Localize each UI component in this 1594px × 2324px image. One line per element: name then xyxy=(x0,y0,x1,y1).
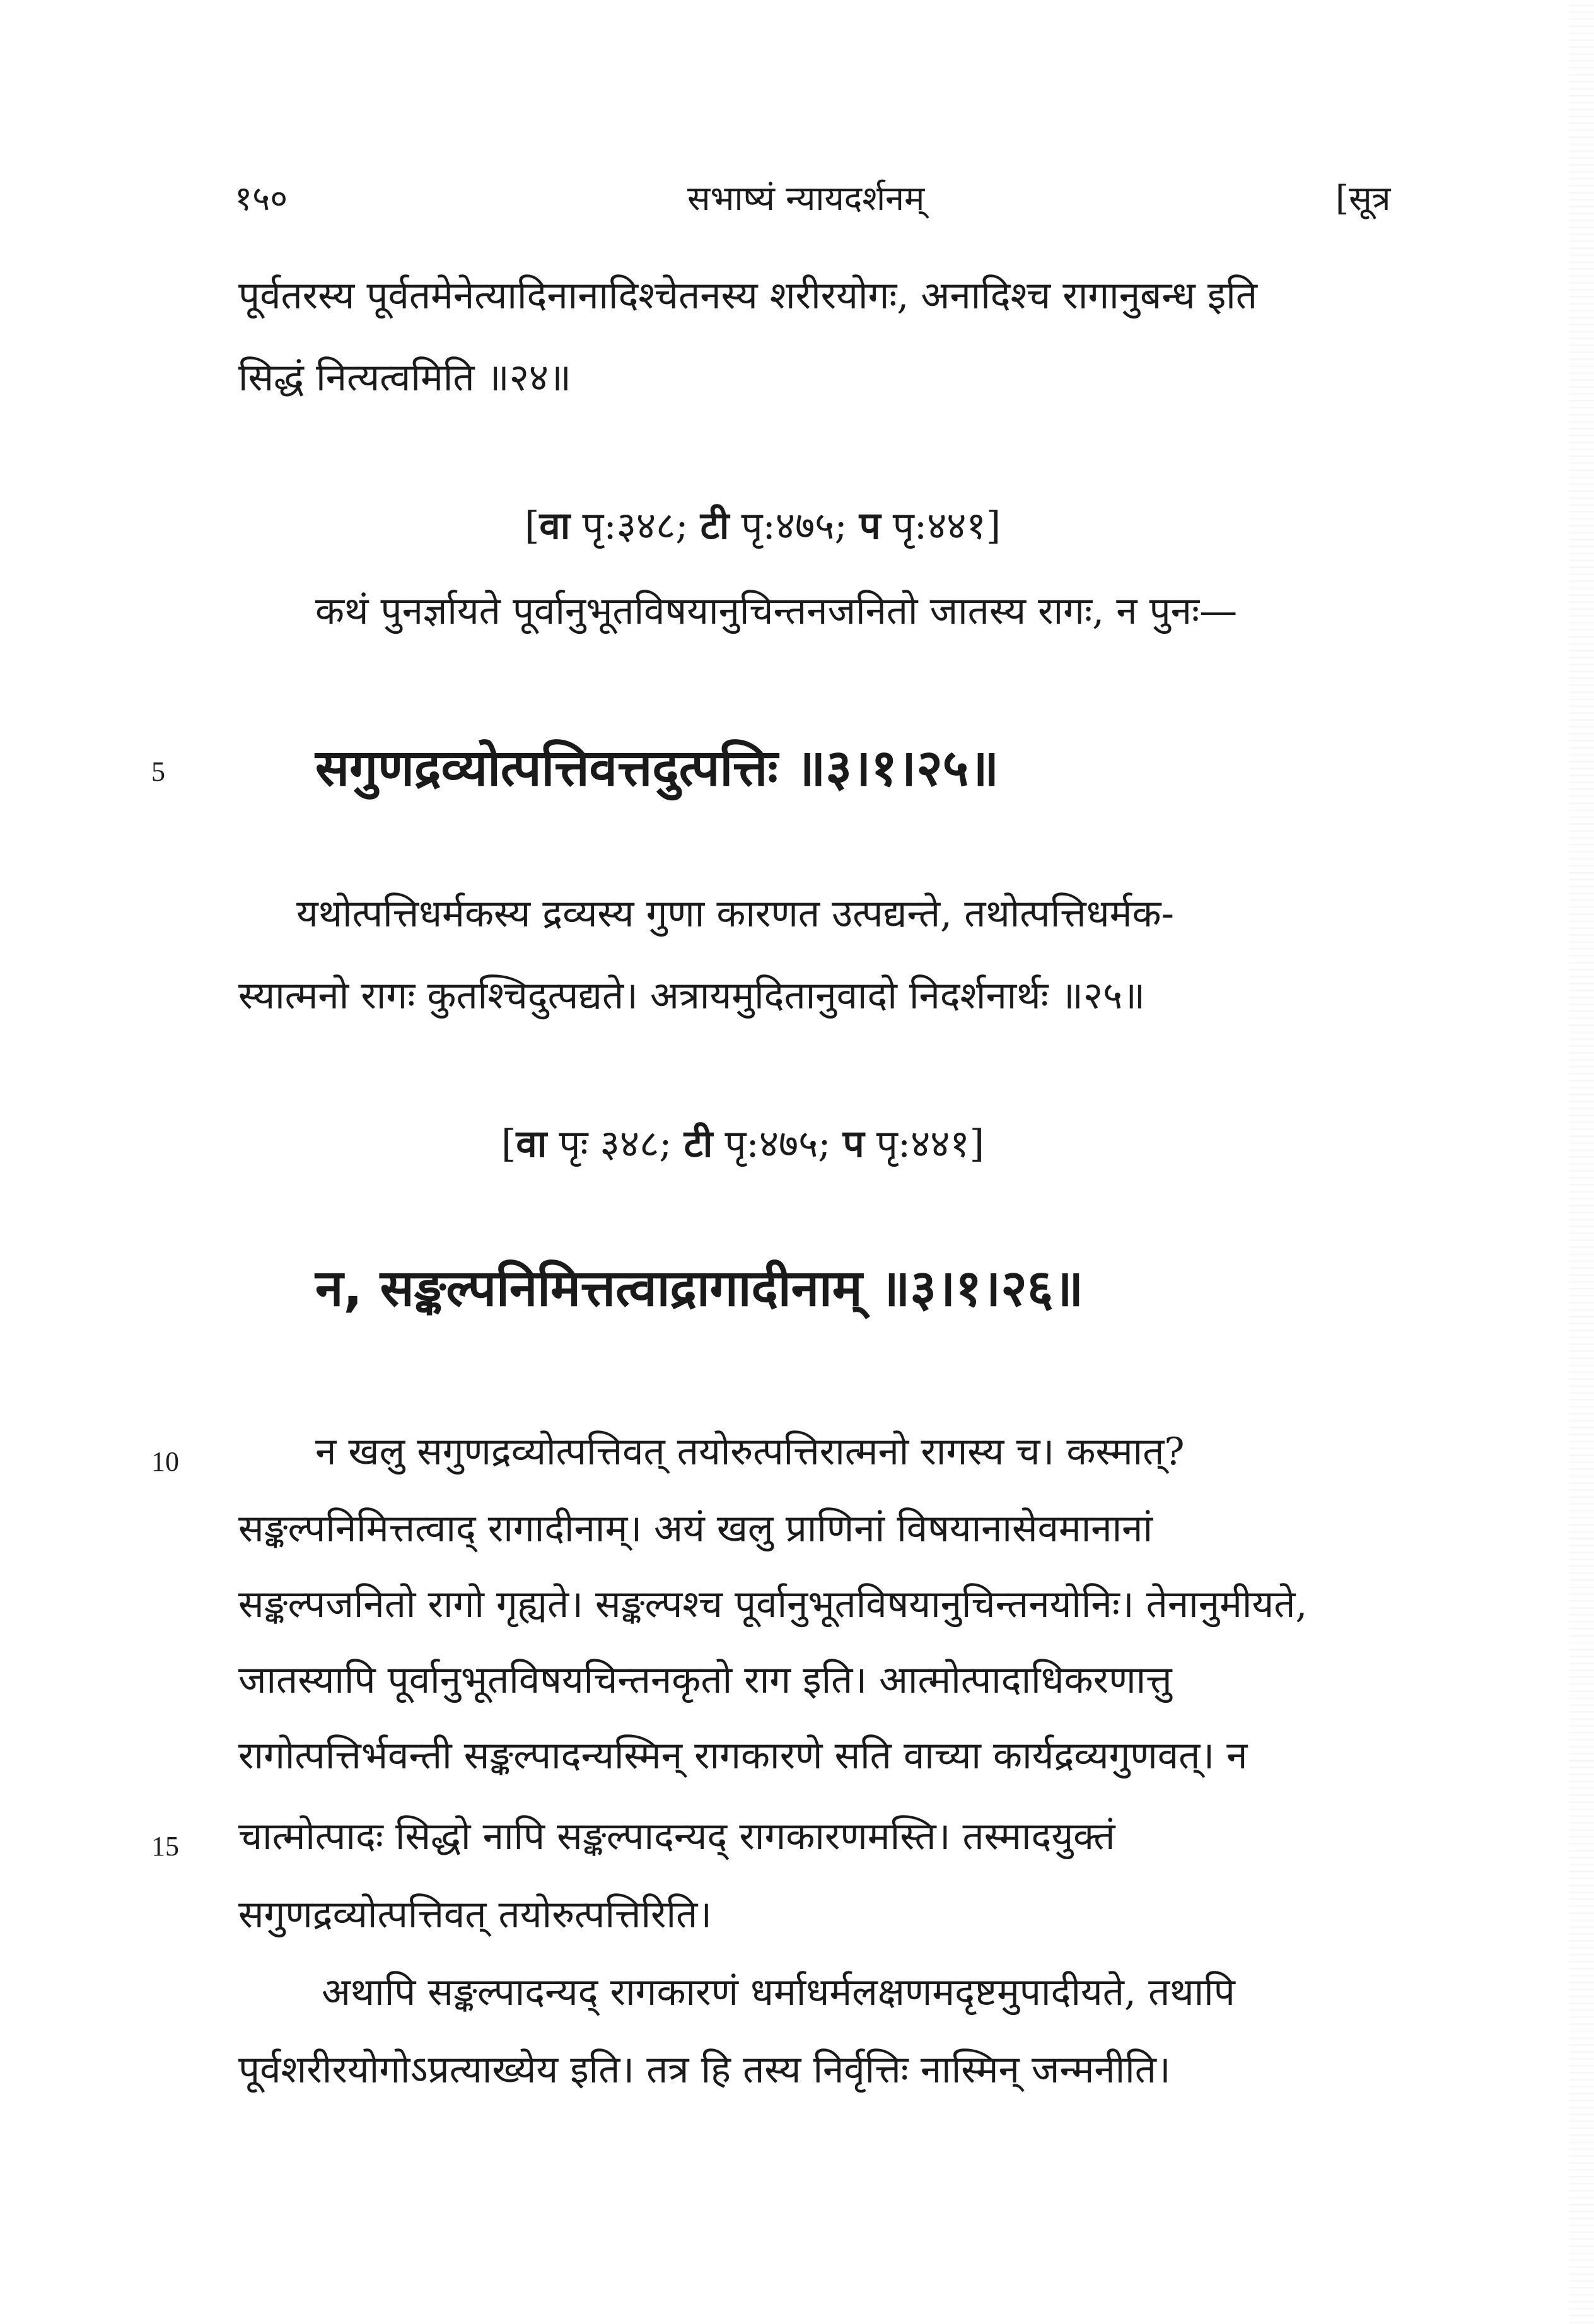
bhashya-line: सगुणद्रव्योत्पत्तिवत् तयोरुत्पत्तिरिति। xyxy=(238,1893,713,1937)
ref-ti: टी xyxy=(700,504,730,548)
line-number-10: 10 xyxy=(151,1446,179,1477)
bhashya-line: जातस्यापि पूर्वानुभूतविषयचिन्तनकृतो राग इति। आत्मोत्पादाधिकरणात्तु xyxy=(238,1658,1172,1702)
paragraph-line: सिद्धं नित्यत्वमिति ॥२४॥ xyxy=(238,356,571,400)
bhashya-line: रागोत्पत्तिर्भवन्ती सङ्कल्पादन्यस्मिन् रागकारणे सति वाच्या कार्यद्रव्यगुणवत्। न xyxy=(238,1734,1248,1778)
bracket-open: [ xyxy=(525,504,540,548)
section-marker: [सूत्र xyxy=(1335,178,1391,218)
scan-edge xyxy=(1569,0,1594,2324)
ref-pa-page: पृ:४४१] xyxy=(864,1122,985,1166)
bhashya-line: यथोत्पत्तिधर्मकस्य द्रव्यस्य गुणा कारणत उत्पद्यन्ते, तथोत्पत्तिधर्मक- xyxy=(296,892,1174,936)
ref-ti-page: पृ:४७५; xyxy=(729,504,859,548)
ref-va: वा xyxy=(539,504,571,548)
intro-question: कथं पुनर्ज्ञायते पूर्वानुभूतविषयानुचिन्तनजनितो जातस्य रागः, न पुनः— xyxy=(315,589,1238,633)
ref-ti-page: पृ:४७५; xyxy=(713,1122,843,1166)
ref-va-page: पृः ३४८; xyxy=(547,1122,684,1166)
paragraph-line: पूर्वशरीरयोगोऽप्रत्याख्येय इति। तत्र हि तस्य निर्वृत्तिः नास्मिन् जन्मनीति। xyxy=(238,2048,1171,2092)
bracket-open: [ xyxy=(501,1122,516,1166)
cross-reference xyxy=(501,1116,984,1168)
cross-reference xyxy=(525,498,1001,550)
bhashya-line: स्यात्मनो रागः कुतश्चिदुत्पद्यते। अत्रायमुदितानुवादो निदर्शनार्थः ॥२५॥ xyxy=(238,974,1146,1018)
ref-va-page: पृ:३४८; xyxy=(570,504,701,548)
line-number-5: 5 xyxy=(151,756,165,787)
sutra-25: सगुणद्रव्योत्पत्तिवत्तदुत्पत्तिः ॥३।१।२५॥ xyxy=(315,739,999,797)
ref-va: वा xyxy=(516,1122,547,1166)
ref-pa: प xyxy=(859,504,881,548)
bhashya-line: चात्मोत्पादः सिद्धो नापि सङ्कल्पादन्यद् रागकारणमस्ति। तस्मादयुक्तं xyxy=(238,1814,1115,1859)
bhashya-line: सङ्कल्पनिमित्तत्वाद् रागादीनाम्। अयं खलु प्राणिनां विषयानासेवमानानां xyxy=(238,1507,1153,1551)
ref-pa: प xyxy=(842,1122,864,1166)
ref-pa-page: पृ:४४१] xyxy=(880,504,1001,548)
bhashya-line: न खलु सगुणद्रव्योत्पत्तिवत् तयोरुत्पत्तिरात्मनो रागस्य च। कस्मात्? xyxy=(315,1430,1185,1474)
sutra-26: न, सङ्कल्पनिमित्तत्वाद्रागादीनाम् ॥३।१।२६॥ xyxy=(315,1259,1084,1317)
paragraph-line: पूर्वतरस्य पूर्वतमेनेत्यादिनानादिश्चेतनस्य शरीरयोगः, अनादिश्च रागानुबन्ध इति xyxy=(238,274,1258,318)
page-number: १५० xyxy=(235,178,288,218)
ref-ti: टी xyxy=(684,1122,713,1166)
paragraph-line: अथापि सङ्कल्पादन्यद् रागकारणं धर्माधर्मलक्षणमदृष्टमुपादीयते, तथापि xyxy=(322,1970,1235,2014)
running-title: सभाष्यं न्यायदर्शनम् xyxy=(687,178,925,218)
line-number-15: 15 xyxy=(151,1831,179,1862)
bhashya-line: सङ्कल्पजनितो रागो गृह्यते। सङ्कल्पश्च पूर्वानुभूतविषयानुचिन्तनयोनिः। तेनानुमीयते, xyxy=(238,1582,1308,1626)
